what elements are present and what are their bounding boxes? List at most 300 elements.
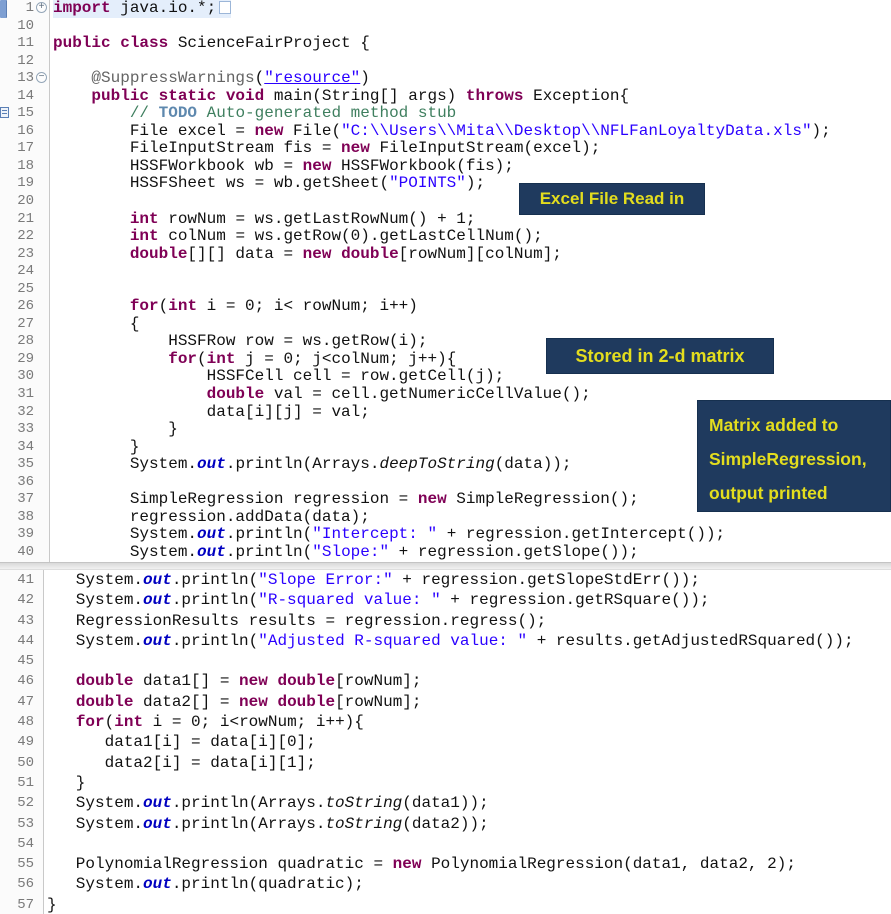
line-number[interactable]: 23 — [10, 246, 36, 264]
code-line[interactable] — [0, 671, 891, 691]
fold-collapsed-icon[interactable]: + — [36, 2, 47, 13]
code-line[interactable] — [0, 692, 891, 712]
code-line[interactable] — [0, 193, 891, 211]
code-line[interactable] — [0, 854, 891, 874]
code-line[interactable] — [0, 18, 891, 36]
annotation-column — [0, 333, 10, 351]
code-line[interactable] — [0, 298, 891, 316]
code-text[interactable] — [50, 175, 891, 193]
code-token: double — [206, 386, 265, 404]
code-token: for — [129, 298, 159, 316]
code-token: [rowNum]; — [335, 692, 422, 711]
code-text-content — [53, 140, 600, 158]
annotation-column — [0, 570, 10, 590]
line-number[interactable]: 10 — [10, 18, 36, 36]
line-number[interactable]: 44 — [10, 631, 36, 651]
code-token: "Slope:" — [312, 543, 390, 561]
code-line[interactable] — [0, 175, 891, 193]
annotation-column — [0, 298, 10, 316]
line-number[interactable]: 41 — [10, 570, 36, 590]
code-text-content — [47, 692, 422, 712]
code-line[interactable] — [0, 123, 891, 141]
annotation-column — [0, 732, 10, 752]
code-token: RegressionResults results = regression.regress(); — [47, 611, 547, 630]
code-token: data1[i] = data[i][0]; — [47, 733, 316, 752]
code-line[interactable] — [0, 773, 891, 793]
annotation-column — [0, 281, 10, 299]
code-token: data[i][j] = val; — [53, 403, 370, 421]
callout-excel-file-read-in — [519, 183, 705, 215]
code-text[interactable] — [44, 651, 891, 671]
code-token: val = cell.getNumericCellValue(); — [264, 386, 591, 404]
code-text-content — [47, 712, 364, 732]
fold-column — [36, 35, 50, 53]
code-text[interactable] — [44, 874, 891, 894]
code-line[interactable] — [0, 631, 891, 651]
code-token: .println( — [171, 591, 259, 610]
code-line[interactable] — [0, 732, 891, 752]
line-number[interactable]: 1 — [10, 0, 36, 18]
code-text[interactable] — [50, 105, 891, 123]
code-text-content — [53, 228, 543, 246]
code-token: FileInputStream fis = — [53, 140, 342, 158]
code-text[interactable] — [50, 316, 891, 334]
fold-column — [36, 263, 50, 281]
line-number[interactable]: 11 — [10, 35, 36, 53]
fold-column — [36, 333, 50, 351]
code-text[interactable] — [50, 53, 891, 71]
code-token: "R-squared value: " — [258, 591, 441, 610]
annotation-column — [0, 70, 10, 88]
annotation-column — [0, 611, 10, 631]
line-number[interactable]: 40 — [10, 544, 36, 562]
code-text-content — [53, 509, 370, 527]
callout-text: Stored in 2-d matrix — [575, 345, 745, 366]
code-token: SimpleRegression(); — [446, 491, 639, 509]
code-token: .println(Arrays. — [225, 456, 380, 474]
callout-stored-in-2d-matrix — [546, 338, 774, 374]
callout-text: Excel File Read in — [539, 189, 685, 208]
line-number[interactable]: 32 — [10, 404, 36, 422]
line-number[interactable]: 48 — [10, 712, 36, 732]
code-line[interactable] — [0, 316, 891, 334]
code-token: public class — [53, 35, 169, 53]
annotation-column — [0, 753, 10, 773]
line-number[interactable]: 31 — [10, 386, 36, 404]
code-text[interactable] — [50, 158, 891, 176]
code-token: data2[i] = data[i][1]; — [47, 753, 316, 772]
line-number[interactable]: 49 — [10, 732, 36, 752]
code-token: toString — [325, 794, 403, 813]
code-token: ( — [158, 298, 169, 316]
line-number[interactable]: 45 — [10, 651, 36, 671]
code-line[interactable] — [0, 590, 891, 610]
line-number[interactable]: 29 — [10, 351, 36, 369]
code-line[interactable] — [0, 0, 891, 18]
code-text[interactable] — [50, 193, 891, 211]
code-token: } — [47, 773, 86, 792]
fold-column — [36, 570, 44, 590]
code-text-content — [53, 333, 427, 351]
code-text[interactable] — [44, 834, 891, 854]
code-text-content — [53, 105, 456, 123]
fold-column — [36, 491, 50, 509]
annotation-column — [0, 874, 10, 894]
line-number[interactable]: 18 — [10, 158, 36, 176]
line-number[interactable]: 38 — [10, 509, 36, 527]
code-text[interactable] — [44, 692, 891, 712]
code-token: java.io.*; — [110, 0, 217, 17]
code-text[interactable] — [44, 631, 891, 651]
code-token: System. — [53, 526, 198, 544]
line-number[interactable]: 50 — [10, 753, 36, 773]
line-number[interactable]: 24 — [10, 263, 36, 281]
code-text[interactable] — [50, 281, 891, 299]
annotation-column — [0, 834, 10, 854]
line-number[interactable]: 54 — [10, 834, 36, 854]
code-token: { — [53, 315, 140, 333]
line-number[interactable]: 20 — [10, 193, 36, 211]
code-text[interactable] — [44, 814, 891, 834]
code-text-content — [53, 70, 370, 88]
collapsed-code-icon[interactable] — [219, 1, 231, 14]
code-token: int — [129, 228, 159, 246]
code-text-content — [53, 316, 139, 334]
fold-column — [36, 404, 50, 422]
code-token: out — [143, 631, 172, 650]
fold-column — [36, 368, 50, 386]
code-token: ( — [104, 713, 115, 732]
code-text[interactable] — [50, 298, 891, 316]
code-line[interactable] — [0, 263, 891, 281]
code-token: Exception{ — [523, 87, 630, 105]
code-line[interactable] — [0, 834, 891, 854]
line-number[interactable]: 36 — [10, 474, 36, 492]
fold-column — [36, 298, 50, 316]
code-line[interactable] — [0, 526, 891, 544]
code-text[interactable] — [44, 611, 891, 631]
annotation-column — [0, 712, 10, 732]
fold-column — [36, 140, 50, 158]
code-text[interactable] — [50, 123, 891, 141]
code-line[interactable] — [0, 651, 891, 671]
code-line[interactable] — [0, 35, 891, 53]
callout-matrix-added-to-simpleregression — [697, 400, 891, 512]
line-number[interactable]: 17 — [10, 140, 36, 158]
code-text[interactable] — [50, 35, 891, 53]
code-token: + regression.getSlope()); — [389, 543, 639, 561]
code-text-content — [53, 246, 562, 264]
code-line[interactable] — [0, 70, 891, 88]
line-number[interactable]: 33 — [10, 421, 36, 439]
fold-column — [36, 105, 50, 123]
line-number[interactable]: 57 — [10, 895, 36, 914]
code-text[interactable] — [44, 590, 891, 610]
fold-expanded-icon[interactable]: − — [36, 72, 47, 83]
annotation-column — [0, 18, 10, 36]
annotation-column — [0, 158, 10, 176]
annotation-column — [0, 140, 10, 158]
code-text-content — [53, 491, 639, 509]
code-text-content — [47, 732, 316, 752]
line-number[interactable]: 46 — [10, 671, 36, 691]
annotation-column — [0, 651, 10, 671]
line-number[interactable]: 43 — [10, 611, 36, 631]
code-token: System. — [47, 794, 144, 813]
code-line[interactable] — [0, 88, 891, 106]
code-token: int — [129, 210, 159, 228]
line-number[interactable]: 19 — [10, 175, 36, 193]
code-token: ScienceFairProject { — [168, 35, 370, 53]
fold-column — [36, 123, 50, 141]
code-text[interactable] — [44, 671, 891, 691]
code-text[interactable] — [44, 753, 891, 773]
code-text[interactable] — [44, 793, 891, 813]
code-token: double — [75, 692, 134, 711]
pane-separator — [0, 562, 891, 570]
code-text-content — [53, 211, 475, 229]
code-text-content — [53, 351, 456, 369]
editor-bottom-pane — [0, 570, 891, 914]
code-text[interactable] — [50, 0, 891, 18]
code-token: ); — [465, 175, 486, 193]
code-token: out — [143, 591, 172, 610]
code-token: File( — [283, 122, 342, 140]
code-line[interactable] — [0, 874, 891, 894]
line-number[interactable]: 30 — [10, 368, 36, 386]
code-token: new — [239, 672, 268, 691]
code-token: public static void — [91, 87, 265, 105]
fold-column — [36, 753, 44, 773]
code-token: ) — [360, 70, 370, 88]
annotation-column — [0, 474, 10, 492]
code-text[interactable] — [50, 211, 891, 229]
code-text-content — [53, 368, 504, 386]
fold-column — [36, 834, 44, 854]
line-number[interactable]: 12 — [10, 53, 36, 71]
code-token: .println(Arrays. — [171, 814, 326, 833]
code-text[interactable] — [50, 140, 891, 158]
code-token: System. — [47, 814, 144, 833]
code-token: double — [277, 692, 336, 711]
code-token: System. — [47, 591, 144, 610]
code-text[interactable] — [50, 18, 891, 36]
code-line[interactable] — [0, 570, 891, 590]
code-text[interactable] — [44, 854, 891, 874]
code-token: colNum = ws.getRow(0).getLastCellNum(); — [158, 228, 543, 246]
line-number[interactable]: 55 — [10, 854, 36, 874]
annotation-column — [0, 631, 10, 651]
code-text[interactable] — [50, 70, 891, 88]
code-token: new — [417, 491, 447, 509]
line-number[interactable]: 22 — [10, 228, 36, 246]
code-text[interactable] — [44, 895, 891, 914]
fold-column — [36, 175, 50, 193]
code-token: out — [143, 794, 172, 813]
code-token: i = 0; i<rowNum; i++){ — [143, 713, 364, 732]
line-number[interactable]: 21 — [10, 211, 36, 229]
code-token: System. — [47, 875, 144, 894]
annotation-column — [0, 491, 10, 509]
code-text-content — [53, 298, 418, 316]
code-line[interactable] — [0, 814, 891, 834]
code-text-content — [53, 0, 231, 18]
fold-column — [36, 0, 50, 18]
code-text[interactable] — [50, 263, 891, 281]
code-line[interactable] — [0, 211, 891, 229]
line-number[interactable]: 53 — [10, 814, 36, 834]
code-token: (data)); — [494, 456, 572, 474]
annotation-column — [0, 671, 10, 691]
line-number[interactable]: 42 — [10, 590, 36, 610]
code-text-content — [47, 611, 546, 631]
annotation-column — [0, 526, 10, 544]
fold-column — [36, 590, 44, 610]
line-number[interactable]: 52 — [10, 793, 36, 813]
annotation-column — [0, 53, 10, 71]
code-text[interactable] — [44, 773, 891, 793]
code-text[interactable] — [50, 88, 891, 106]
line-number[interactable]: 27 — [10, 316, 36, 334]
code-token: .println( — [171, 631, 259, 650]
code-token — [53, 386, 207, 403]
code-token: "POINTS" — [389, 175, 466, 193]
code-token — [331, 246, 341, 263]
code-text-content — [47, 895, 57, 914]
code-line[interactable] — [0, 53, 891, 71]
code-token — [53, 88, 91, 105]
annotation-column — [0, 692, 10, 712]
annotation-column — [0, 773, 10, 793]
code-token: "Adjusted R-squared value: " — [258, 631, 528, 650]
code-line[interactable] — [0, 544, 891, 562]
code-token: } — [53, 421, 178, 439]
fold-column — [36, 474, 50, 492]
line-number[interactable]: 16 — [10, 123, 36, 141]
code-token: out — [143, 571, 172, 589]
line-number[interactable]: 34 — [10, 439, 36, 457]
code-token — [53, 351, 168, 368]
code-token: Auto-generated method stub — [197, 105, 457, 123]
fold-column — [36, 814, 44, 834]
code-text-content — [47, 753, 316, 773]
line-number[interactable]: 56 — [10, 874, 36, 894]
code-token: out — [143, 814, 172, 833]
code-text[interactable] — [44, 732, 891, 752]
code-text[interactable] — [50, 526, 891, 544]
fold-column — [36, 246, 50, 264]
fold-column — [36, 228, 50, 246]
fold-column — [36, 281, 50, 299]
line-number[interactable]: 39 — [10, 526, 36, 544]
code-text[interactable] — [44, 570, 891, 590]
callout-text-line: Matrix added to — [709, 415, 839, 435]
code-line[interactable] — [0, 895, 891, 914]
line-number[interactable]: 15 — [10, 105, 36, 123]
code-line[interactable] — [0, 611, 891, 631]
code-token: out — [197, 456, 226, 474]
code-token: System. — [47, 571, 144, 589]
code-token: .println(quadratic); — [171, 875, 364, 894]
fold-column — [36, 773, 44, 793]
fold-column — [36, 211, 50, 229]
code-token: double — [341, 245, 399, 263]
code-text[interactable] — [44, 712, 891, 732]
line-number[interactable]: 51 — [10, 773, 36, 793]
code-token: SimpleRegression regression = — [53, 491, 418, 509]
code-token: File excel = — [53, 122, 255, 140]
fold-column — [36, 692, 44, 712]
code-token: + regression.getSlopeStdErr()); — [392, 571, 700, 589]
fold-column — [36, 895, 44, 914]
code-token: data2[] = — [133, 692, 240, 711]
code-line[interactable] — [0, 158, 891, 176]
line-number[interactable]: 14 — [10, 88, 36, 106]
code-text[interactable] — [50, 228, 891, 246]
line-number[interactable]: 26 — [10, 298, 36, 316]
code-token: // — [53, 105, 159, 123]
annotation-column — [0, 404, 10, 422]
code-line[interactable] — [0, 712, 891, 732]
annotation-column — [0, 590, 10, 610]
annotation-column — [0, 175, 10, 193]
fold-column — [36, 671, 44, 691]
code-line[interactable] — [0, 281, 891, 299]
annotation-column — [0, 814, 10, 834]
code-line[interactable] — [0, 228, 891, 246]
fold-column — [36, 732, 44, 752]
line-number[interactable]: 25 — [10, 281, 36, 299]
code-token: out — [197, 543, 226, 561]
fold-column — [36, 611, 44, 631]
annotation-column — [0, 316, 10, 334]
fold-column — [36, 544, 50, 562]
code-line[interactable] — [0, 246, 891, 264]
line-number[interactable]: 35 — [10, 456, 36, 474]
code-line[interactable] — [0, 140, 891, 158]
code-token: "C:\\Users\\Mita\\Desktop\\NFLFanLoyaltyData.xls" — [341, 122, 812, 140]
line-number[interactable]: 47 — [10, 692, 36, 712]
code-token: (data2)); — [402, 814, 489, 833]
code-token: rowNum = ws.getLastRowNum() + 1; — [158, 210, 476, 228]
code-text-content — [53, 421, 178, 439]
code-line[interactable] — [0, 105, 891, 123]
code-token: double — [129, 245, 188, 263]
code-token: + regression.getRSquare()); — [440, 591, 710, 610]
code-token: .println( — [225, 526, 313, 544]
fold-column — [36, 631, 44, 651]
code-text[interactable] — [50, 246, 891, 264]
code-line[interactable] — [0, 793, 891, 813]
annotation-column — [0, 368, 10, 386]
code-text-content — [53, 88, 629, 106]
code-text-content — [47, 854, 796, 874]
line-number[interactable]: 13 — [10, 70, 36, 88]
code-token — [47, 713, 76, 731]
code-line[interactable] — [0, 753, 891, 773]
annotation-column — [0, 211, 10, 229]
code-token: out — [143, 875, 172, 894]
code-text[interactable] — [50, 544, 891, 562]
code-token: i = 0; i< rowNum; i++) — [197, 298, 418, 316]
fold-column — [36, 421, 50, 439]
code-token: HSSFCell cell = row.getCell(j); — [53, 368, 505, 386]
line-number[interactable]: 37 — [10, 491, 36, 509]
code-token: main(String[] args) — [264, 87, 466, 105]
code-text-content — [53, 386, 591, 404]
code-token: .println( — [225, 543, 313, 561]
line-number[interactable]: 28 — [10, 333, 36, 351]
